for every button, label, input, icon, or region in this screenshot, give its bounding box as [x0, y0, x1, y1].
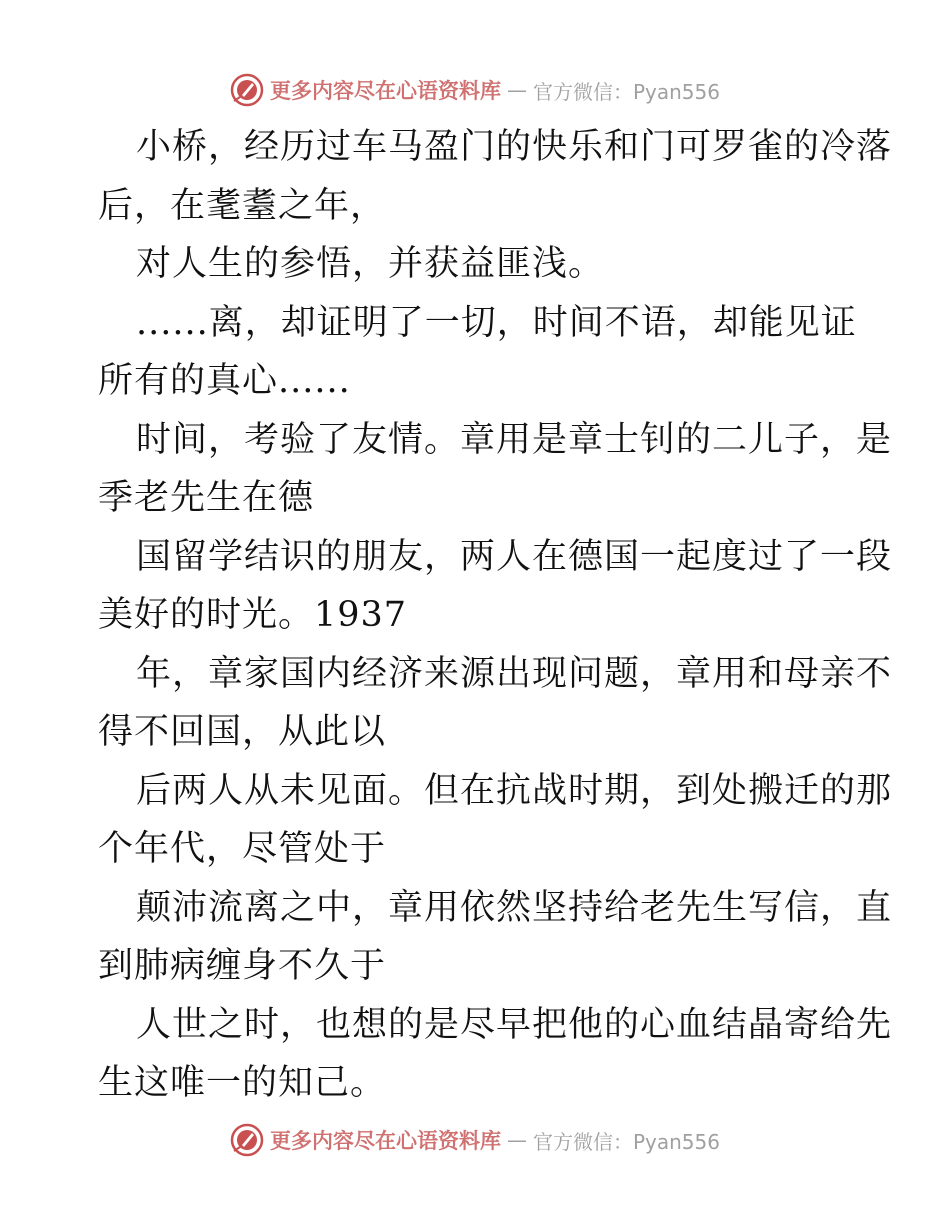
watermark-site-text: 更多内容尽在心语资料库 — [269, 78, 501, 103]
header-watermark — [0, 70, 950, 110]
text-line: 个年代，尽管处于 — [98, 829, 387, 869]
footer-watermark — [0, 1120, 950, 1160]
text-line: 所有的真心...... — [98, 361, 351, 401]
document-body — [98, 118, 893, 1113]
watermark-dash: — — [506, 1128, 527, 1152]
text-line: 国留学结识的朋友，两人在德国一起度过了一段 — [136, 536, 893, 577]
pen-seal-icon — [230, 73, 264, 107]
text-line: 美好的时光。1937 — [98, 595, 408, 635]
watermark-contact-text: 官方微信：Pyan556 — [532, 79, 720, 104]
text-line: 后，在耄耋之年， — [98, 185, 387, 226]
watermark-contact-text: 官方微信：Pyan556 — [532, 1129, 720, 1154]
text-line: 对人生的参悟，并获益匪浅。 — [136, 244, 605, 284]
text-line: 小桥，经历过车马盈门的快乐和门可罗雀的冷落 — [136, 127, 893, 167]
text-line: 得不回国，从此以 — [98, 712, 387, 752]
text-line: 季老先生在德 — [98, 478, 315, 518]
watermark-dash: — — [506, 78, 527, 102]
text-line: ......离，却证明了一切，时间不语，却能见证 — [136, 302, 857, 343]
text-line: 时间，考验了友情。章用是章士钊的二儿子，是 — [136, 419, 893, 460]
text-line: 后两人从未见面。但在抗战时期，到处搬迁的那 — [136, 770, 893, 811]
text-line: 颠沛流离之中，章用依然坚持给老先生写信，直 — [136, 887, 893, 928]
text-line: 生这唯一的知己。 — [98, 1063, 387, 1103]
pen-seal-icon — [230, 1123, 264, 1157]
text-line: 到肺病缠身不久于 — [98, 946, 387, 986]
text-line: 年，章家国内经济来源出现问题，章用和母亲不 — [136, 653, 893, 694]
text-line: 人世之时，也想的是尽早把他的心血结晶寄给先 — [136, 1004, 893, 1045]
watermark-site-text: 更多内容尽在心语资料库 — [269, 1128, 501, 1153]
